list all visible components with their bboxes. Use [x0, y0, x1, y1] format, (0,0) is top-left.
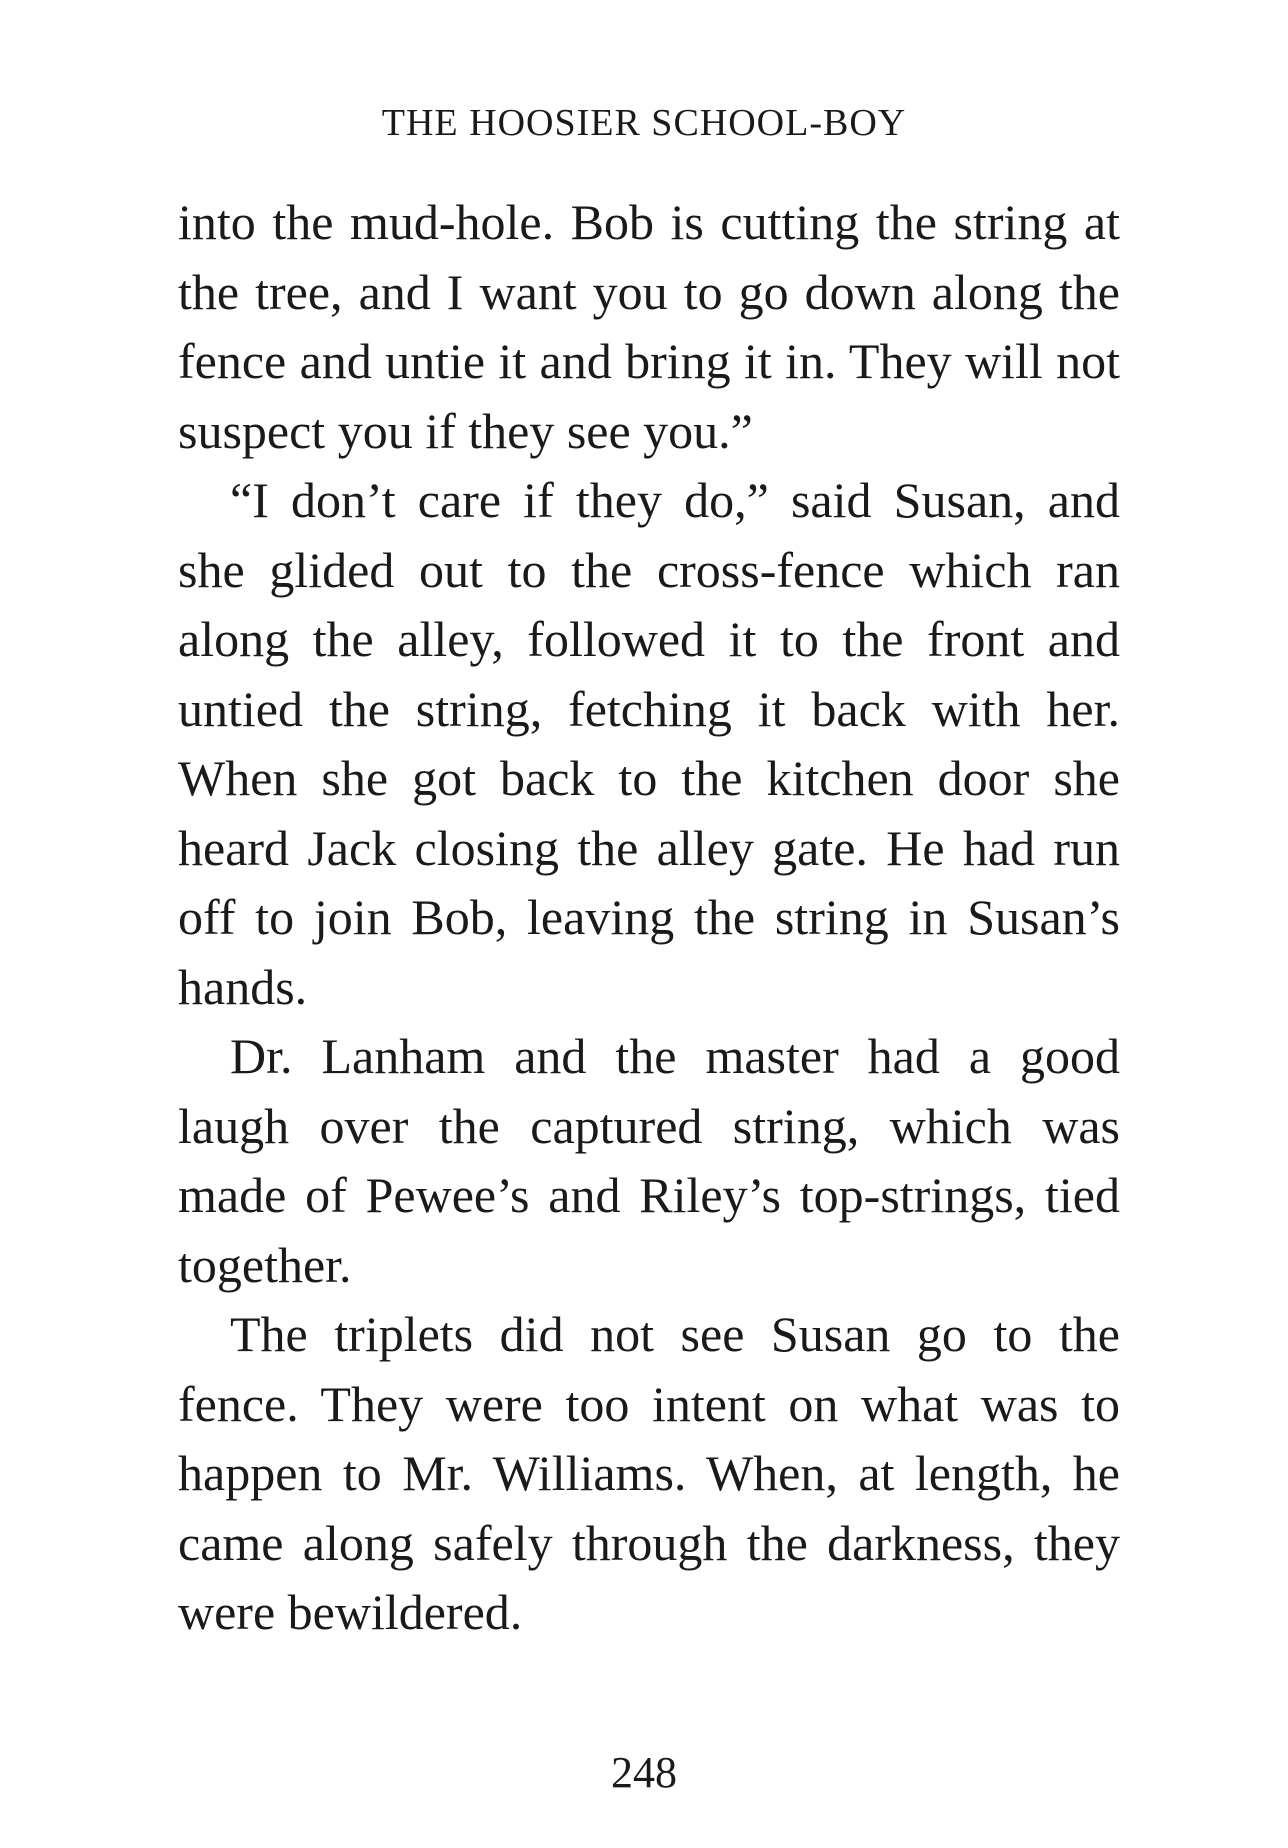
paragraph-2: “I don’t care if they do,” said Susan, and she glided out to the cross-fence which ran along the alley, followed it to the front and untied the string, fetching it back with her. When she got back to the kitchen door she heard Jack closing the alley gate. He had run off to join Bob, leaving the string in Susan’s hands. — [178, 472, 1120, 1015]
body-text — [178, 188, 1120, 1648]
paragraph-1: into the mud-hole. Bob is cutting the string at the tree, and I want you to go down along the fence and untie it and bring it in. They will not suspect you if they see you.” — [178, 194, 1120, 459]
running-head: THE HOOSIER SCHOOL-BOY — [381, 102, 907, 144]
page-number: 248 — [611, 1748, 677, 1797]
paragraph-3: Dr. Lanham and the master had a good laugh over the captured string, which was made of Pewee’s and Riley’s top-strings, tied together. — [178, 1028, 1120, 1293]
paragraph-4: The triplets did not see Susan go to the fence. They were too intent on what was to happen to Mr. Williams. When, at length, he came along safely through the darkness, they were bewildered. — [178, 1306, 1120, 1640]
